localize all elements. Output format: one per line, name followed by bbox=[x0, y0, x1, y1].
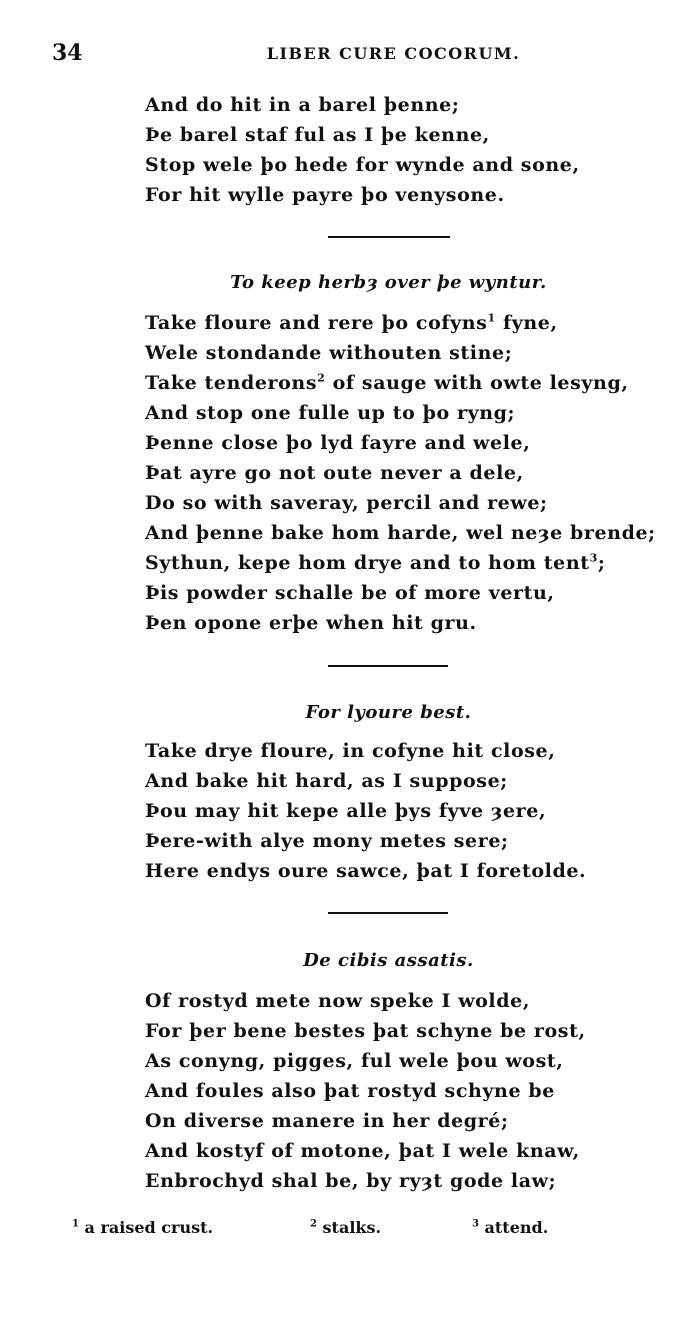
running-title: LIBER CURE COCORUM. bbox=[266, 44, 521, 63]
verse-line: On diverse manere in her degré; bbox=[145, 1110, 509, 1132]
verse-block-3 bbox=[145, 736, 586, 886]
verse-block-1 bbox=[145, 90, 580, 210]
verse-line: Take floure and rere þo cofyns$^1$ fyne, bbox=[145, 311, 558, 334]
verse-line: And stop one fulle up to þo ryng; bbox=[145, 402, 516, 424]
verse-line: Þat ayre go not oute never a dele, bbox=[145, 462, 524, 484]
verse-line: Enbrochyd shal be, by ryȝt gode law; bbox=[145, 1170, 557, 1192]
verse-line: And kostyf of motone, þat I wele knaw, bbox=[145, 1140, 580, 1162]
section-heading-lyoure: For lyoure best. bbox=[305, 702, 472, 723]
section-heading-herbs: To keep herbȝ over þe wyntur. bbox=[230, 272, 547, 293]
verse-line: And þenne bake hom harde, wel neȝe brende; bbox=[145, 522, 656, 544]
verse-line: And bake hit hard, as I suppose; bbox=[145, 770, 508, 792]
verse-line: For hit wylle payre þo venysone. bbox=[145, 184, 505, 206]
footnote-ref: 2 bbox=[317, 371, 326, 385]
footnote-ref: 1 bbox=[487, 311, 496, 325]
footnote-2: $^2$ stalks. bbox=[310, 1218, 382, 1237]
verse-line: Sythun, kepe hom drye and to hom tent$^3$; bbox=[145, 551, 606, 574]
section-divider-3 bbox=[328, 912, 448, 914]
page-number: 34 bbox=[52, 40, 83, 66]
verse-line: Þe barel staf ful as I þe kenne, bbox=[145, 124, 490, 146]
verse-line: Take drye floure, in cofyne hit close, bbox=[145, 740, 556, 762]
verse-line: Þou may hit kepe alle þys fyve ȝere, bbox=[145, 800, 547, 822]
verse-line: Do so with saveray, percil and rewe; bbox=[145, 492, 548, 514]
verse-line: Stop wele þo hede for wynde and sone, bbox=[145, 154, 580, 176]
verse-line: Þen opone erþe when hit gru. bbox=[145, 612, 477, 634]
verse-line: As conyng, pigges, ful wele þou wost, bbox=[145, 1050, 564, 1072]
verse-line: For þer bene bestes þat schyne be rost, bbox=[145, 1020, 586, 1042]
verse-block-4 bbox=[145, 986, 586, 1196]
verse-line: Wele stondande withouten stine; bbox=[145, 342, 513, 364]
section-divider-1 bbox=[328, 236, 450, 238]
verse-line: Þere-with alye mony metes sere; bbox=[145, 830, 509, 852]
section-divider-2 bbox=[328, 665, 448, 667]
verse-block-2 bbox=[145, 308, 656, 638]
footnote-1: $^1$ a raised crust. bbox=[72, 1218, 214, 1237]
section-heading-cibis: De cibis assatis. bbox=[303, 950, 474, 971]
verse-line: Þis powder schalle be of more vertu, bbox=[145, 582, 555, 604]
footnote-ref: 3 bbox=[589, 551, 598, 565]
verse-line: And do hit in a barel þenne; bbox=[145, 94, 460, 116]
verse-line: And foules also þat rostyd schyne be bbox=[145, 1080, 555, 1102]
verse-line: Of rostyd mete now speke I wolde, bbox=[145, 990, 531, 1012]
verse-line: Here endys oure sawce, þat I foretolde. bbox=[145, 860, 587, 882]
footnote-3: $^3$ attend. bbox=[472, 1218, 549, 1237]
verse-line: Þenne close þo lyd fayre and wele, bbox=[145, 432, 531, 454]
verse-line: Take tenderons$^2$ of sauge with owte lesyng, bbox=[145, 371, 629, 394]
